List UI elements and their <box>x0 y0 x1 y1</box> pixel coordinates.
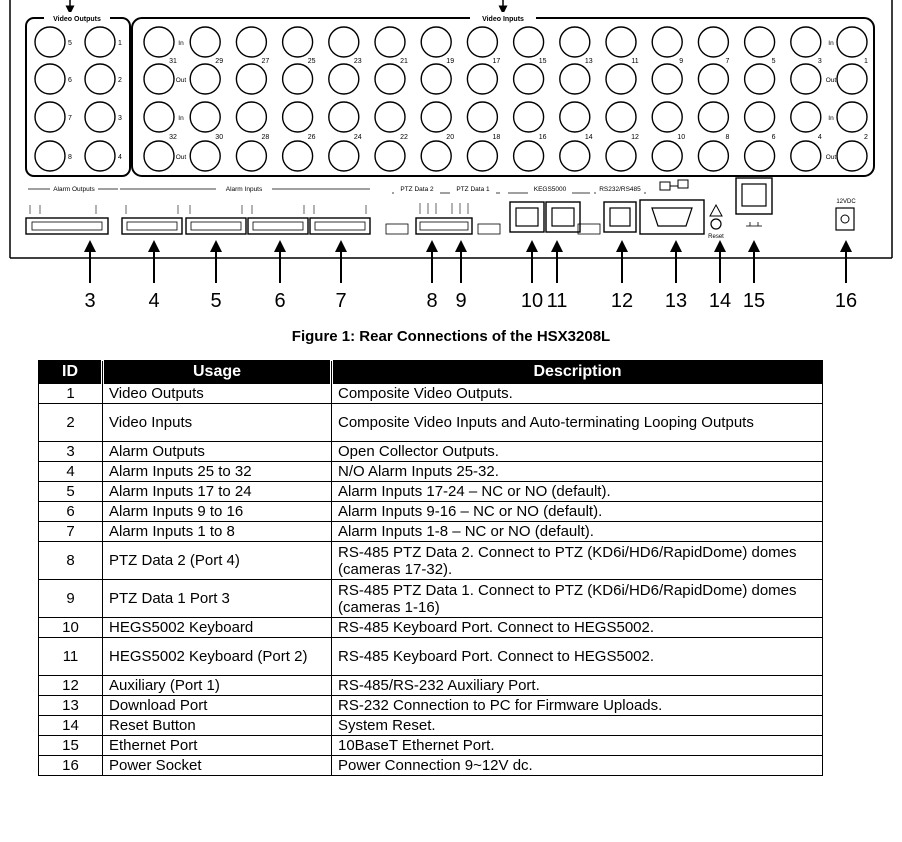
cell-id: 13 <box>39 696 103 716</box>
video-input-number: 5 <box>771 58 776 65</box>
table-row <box>39 442 823 462</box>
in-label: In <box>828 40 834 47</box>
cell-id: 5 <box>39 482 103 502</box>
video-input-connector <box>837 141 867 171</box>
alarm-inputs-label: Alarm Inputs <box>225 186 263 193</box>
callout-number: 5 <box>210 290 222 312</box>
video-input-connector <box>375 27 405 57</box>
video-input-connector <box>791 64 821 94</box>
cell-usage: HEGS5002 Keyboard (Port 2) <box>103 638 332 676</box>
video-input-number: 27 <box>261 58 270 65</box>
video-input-number: 13 <box>584 58 593 65</box>
video-input-connector <box>236 102 266 132</box>
video-input-number: 12 <box>631 134 639 141</box>
video-input-number: 19 <box>446 58 455 65</box>
alarm-inputs-9-16-terminal <box>248 218 308 234</box>
video-input-number: 4 <box>817 134 822 141</box>
video-outputs-label: Video Outputs <box>53 16 101 23</box>
video-input-connector <box>560 27 590 57</box>
video-input-number: 2 <box>864 134 868 141</box>
callout-number: 8 <box>426 290 438 312</box>
table-row <box>39 502 823 522</box>
table-row <box>39 618 823 638</box>
video-input-number: 31 <box>169 58 177 65</box>
table-row <box>39 716 823 736</box>
video-input-number: 1 <box>864 58 868 65</box>
download-port <box>640 200 704 234</box>
callout-number: 14 <box>708 290 732 312</box>
video-input-connector <box>421 102 451 132</box>
out-label: Out <box>175 77 187 84</box>
cell-description: Open Collector Outputs. <box>332 442 823 462</box>
video-input-connector <box>560 102 590 132</box>
table-row <box>39 696 823 716</box>
table-header-row <box>39 361 823 384</box>
table-row <box>39 756 823 776</box>
power-socket <box>836 208 854 230</box>
alarm-outputs-label: Alarm Outputs <box>53 186 95 193</box>
video-input-connector <box>745 141 775 171</box>
video-output-connector <box>85 64 115 94</box>
callout-number: 4 <box>148 290 160 312</box>
table-row <box>39 580 823 618</box>
video-input-connector <box>236 141 266 171</box>
video-output-number: 5 <box>68 40 72 47</box>
auxiliary-port <box>604 202 636 232</box>
video-input-number: 21 <box>400 58 408 65</box>
ptz-data1-label: PTZ Data 1 <box>456 186 490 193</box>
callout-numbers <box>84 246 857 312</box>
video-input-connector <box>514 141 544 171</box>
cell-usage: Download Port <box>103 696 332 716</box>
video-output-connector <box>35 102 65 132</box>
cell-id: 10 <box>39 618 103 638</box>
video-input-connector <box>283 141 313 171</box>
cell-usage: Ethernet Port <box>103 736 332 756</box>
cell-id: 15 <box>39 736 103 756</box>
video-input-connector <box>421 64 451 94</box>
out-label: Out <box>825 77 837 84</box>
cell-usage: Alarm Inputs 9 to 16 <box>103 502 332 522</box>
video-input-connector <box>421 141 451 171</box>
cell-description: Alarm Inputs 17-24 – NC or NO (default). <box>332 482 823 502</box>
video-input-connector <box>652 64 682 94</box>
video-input-connector <box>652 27 682 57</box>
cell-id: 4 <box>39 462 103 482</box>
callout-number: 9 <box>455 290 467 312</box>
video-inputs-connectors <box>144 27 868 171</box>
cell-description: 10BaseT Ethernet Port. <box>332 736 823 756</box>
in-label: In <box>828 115 834 122</box>
callout-number: 11 <box>546 290 568 312</box>
reset-label: Reset <box>708 234 724 240</box>
video-input-connector <box>652 141 682 171</box>
power-label: 12VDC <box>836 199 856 205</box>
header-description: Description <box>332 361 823 384</box>
alarm-inputs-17-24-terminal <box>186 218 246 234</box>
cell-id: 3 <box>39 442 103 462</box>
cell-usage: HEGS5002 Keyboard <box>103 618 332 638</box>
video-input-connector <box>514 102 544 132</box>
video-input-connector <box>698 64 728 94</box>
video-input-connector <box>467 102 497 132</box>
callout-number: 3 <box>84 290 96 312</box>
video-input-connector <box>745 27 775 57</box>
callout-number: 10 <box>520 290 544 312</box>
video-output-connector <box>35 27 65 57</box>
cell-description: RS-485 Keyboard Port. Connect to HEGS5002. <box>332 618 823 638</box>
keyboard-port-2 <box>546 202 580 232</box>
video-inputs-label: Video Inputs <box>482 16 524 23</box>
out-label: Out <box>825 154 837 161</box>
video-input-connector <box>791 141 821 171</box>
video-input-number: 10 <box>677 134 686 141</box>
video-input-connector <box>698 102 728 132</box>
video-input-number: 7 <box>725 58 730 65</box>
reset-button[interactable] <box>711 219 721 229</box>
video-input-connector <box>375 102 405 132</box>
cell-description: RS-485 Keyboard Port. Connect to HEGS5002. <box>332 638 823 676</box>
alarm-inputs-25-32-terminal <box>122 218 182 234</box>
video-input-number: 11 <box>631 58 639 65</box>
table-row <box>39 462 823 482</box>
cell-description: Composite Video Outputs. <box>332 384 823 404</box>
video-output-connector <box>35 64 65 94</box>
cell-description: System Reset. <box>332 716 823 736</box>
cell-id: 12 <box>39 676 103 696</box>
callout-number: 16 <box>834 290 858 312</box>
video-input-number: 32 <box>169 134 177 141</box>
cell-description: Alarm Inputs 1-8 – NC or NO (default). <box>332 522 823 542</box>
video-output-number: 1 <box>118 40 122 47</box>
video-input-connector <box>606 64 636 94</box>
header-usage: Usage <box>103 361 332 384</box>
video-input-connector <box>144 102 174 132</box>
video-input-connector <box>283 64 313 94</box>
video-input-number: 14 <box>584 134 593 141</box>
video-output-number: 4 <box>118 154 122 161</box>
video-input-connector <box>606 141 636 171</box>
table-row <box>39 736 823 756</box>
video-input-number: 8 <box>725 134 730 141</box>
video-output-connector <box>85 141 115 171</box>
video-input-number: 18 <box>492 134 501 141</box>
video-input-number: 15 <box>538 58 547 65</box>
video-input-connector <box>421 27 451 57</box>
cell-id: 11 <box>39 638 103 676</box>
video-input-connector <box>283 102 313 132</box>
cell-usage: Reset Button <box>103 716 332 736</box>
video-input-connector <box>606 27 636 57</box>
ptz-termination-switch-left <box>386 224 408 234</box>
video-input-connector <box>329 27 359 57</box>
video-output-connector <box>35 141 65 171</box>
callout-number: 7 <box>335 290 347 312</box>
video-output-number: 2 <box>118 77 122 84</box>
cell-id: 6 <box>39 502 103 522</box>
cell-id: 1 <box>39 384 103 404</box>
cell-description: RS-485/RS-232 Auxiliary Port. <box>332 676 823 696</box>
alarm-outputs-terminal <box>26 218 108 234</box>
cell-usage: Video Outputs <box>103 384 332 404</box>
cell-description: N/O Alarm Inputs 25-32. <box>332 462 823 482</box>
video-input-connector <box>698 141 728 171</box>
computer-icon <box>660 180 688 190</box>
video-input-connector <box>745 64 775 94</box>
video-input-connector <box>190 27 220 57</box>
table-row <box>39 542 823 580</box>
video-input-connector <box>190 64 220 94</box>
video-input-connector <box>144 27 174 57</box>
network-icon <box>746 222 762 226</box>
video-input-number: 3 <box>817 58 822 65</box>
cell-id: 9 <box>39 580 103 618</box>
header-id: ID <box>39 361 103 384</box>
video-input-connector <box>144 64 174 94</box>
video-input-connector <box>514 64 544 94</box>
callout-number: 15 <box>742 290 766 312</box>
video-input-number: 25 <box>307 58 316 65</box>
cell-description: RS-485 PTZ Data 2. Connect to PTZ (KD6i/HD6/RapidDome) domes (cameras 17-32). <box>332 542 823 580</box>
table-row <box>39 404 823 442</box>
cell-usage: Alarm Outputs <box>103 442 332 462</box>
in-label: In <box>178 115 184 122</box>
video-input-number: 22 <box>400 134 408 141</box>
ptz-terminal <box>416 218 472 234</box>
video-input-number: 9 <box>679 58 684 65</box>
rear-panel-diagram <box>0 0 902 320</box>
video-input-connector <box>837 64 867 94</box>
callout-number: 12 <box>610 290 634 312</box>
video-input-number: 24 <box>353 134 362 141</box>
connections-table <box>38 360 823 776</box>
cell-id: 2 <box>39 404 103 442</box>
video-output-connector <box>85 27 115 57</box>
in-label: In <box>178 40 184 47</box>
video-input-connector <box>190 141 220 171</box>
rs232-label: RS232/RS485 <box>599 186 641 193</box>
video-input-number: 17 <box>492 58 501 65</box>
cell-id: 14 <box>39 716 103 736</box>
table-row <box>39 676 823 696</box>
video-input-connector <box>745 102 775 132</box>
video-input-connector <box>837 102 867 132</box>
cell-description: RS-232 Connection to PC for Firmware Uploads. <box>332 696 823 716</box>
video-input-connector <box>329 64 359 94</box>
callout-number: 6 <box>274 290 286 312</box>
video-input-number: 29 <box>215 58 224 65</box>
cell-usage: Alarm Inputs 1 to 8 <box>103 522 332 542</box>
video-output-number: 8 <box>68 154 72 161</box>
video-input-connector <box>652 102 682 132</box>
video-input-connector <box>514 27 544 57</box>
video-input-connector <box>283 27 313 57</box>
keyboard-port-1 <box>510 202 544 232</box>
warning-icon <box>710 205 722 216</box>
video-output-number: 6 <box>68 77 72 84</box>
video-input-connector <box>467 141 497 171</box>
video-input-connector <box>791 102 821 132</box>
cell-usage: Power Socket <box>103 756 332 776</box>
alarm-inputs-1-8-terminal <box>310 218 370 234</box>
video-input-number: 16 <box>538 134 547 141</box>
table-row <box>39 482 823 502</box>
video-input-connector <box>606 102 636 132</box>
video-input-connector <box>560 64 590 94</box>
video-input-connector <box>144 141 174 171</box>
cell-id: 8 <box>39 542 103 580</box>
video-input-connector <box>791 27 821 57</box>
out-label: Out <box>175 154 187 161</box>
cell-description: Alarm Inputs 9-16 – NC or NO (default). <box>332 502 823 522</box>
cell-usage: Alarm Inputs 17 to 24 <box>103 482 332 502</box>
video-input-connector <box>329 141 359 171</box>
video-input-connector <box>375 141 405 171</box>
video-input-connector <box>329 102 359 132</box>
cell-description: Power Connection 9~12V dc. <box>332 756 823 776</box>
cell-id: 16 <box>39 756 103 776</box>
cell-usage: PTZ Data 1 Port 3 <box>103 580 332 618</box>
video-input-number: 20 <box>446 134 455 141</box>
video-input-connector <box>236 27 266 57</box>
video-input-connector <box>560 141 590 171</box>
cell-usage: Alarm Inputs 25 to 32 <box>103 462 332 482</box>
video-input-number: 6 <box>771 134 776 141</box>
video-outputs-connectors <box>35 27 122 171</box>
video-input-connector <box>375 64 405 94</box>
video-input-connector <box>190 102 220 132</box>
video-output-number: 3 <box>118 115 122 122</box>
cell-usage: Video Inputs <box>103 404 332 442</box>
video-input-connector <box>467 27 497 57</box>
video-input-number: 28 <box>261 134 270 141</box>
callout-number: 13 <box>664 290 688 312</box>
table-row <box>39 384 823 404</box>
keyboard-termination-switch <box>578 224 600 234</box>
video-output-number: 7 <box>68 115 72 122</box>
video-output-connector <box>85 102 115 132</box>
table-row <box>39 638 823 676</box>
cell-id: 7 <box>39 522 103 542</box>
cell-usage: PTZ Data 2 (Port 4) <box>103 542 332 580</box>
ptz-data2-label: PTZ Data 2 <box>400 186 434 193</box>
video-input-number: 30 <box>215 134 224 141</box>
video-input-number: 23 <box>353 58 362 65</box>
video-input-connector <box>837 27 867 57</box>
kegs-label: KEGS5000 <box>533 186 567 193</box>
cell-usage: Auxiliary (Port 1) <box>103 676 332 696</box>
video-input-connector <box>698 27 728 57</box>
video-input-number: 26 <box>307 134 316 141</box>
video-input-connector <box>467 64 497 94</box>
cell-description: Composite Video Inputs and Auto-terminating Looping Outputs <box>332 404 823 442</box>
figure-caption: Figure 1: Rear Connections of the HSX3208L <box>291 328 611 345</box>
video-input-connector <box>236 64 266 94</box>
video-inputs-box <box>132 18 874 176</box>
cell-description: RS-485 PTZ Data 1. Connect to PTZ (KD6i/HD6/RapidDome) domes (cameras 1-16) <box>332 580 823 618</box>
table-row <box>39 522 823 542</box>
ptz-termination-switch-right <box>478 224 500 234</box>
